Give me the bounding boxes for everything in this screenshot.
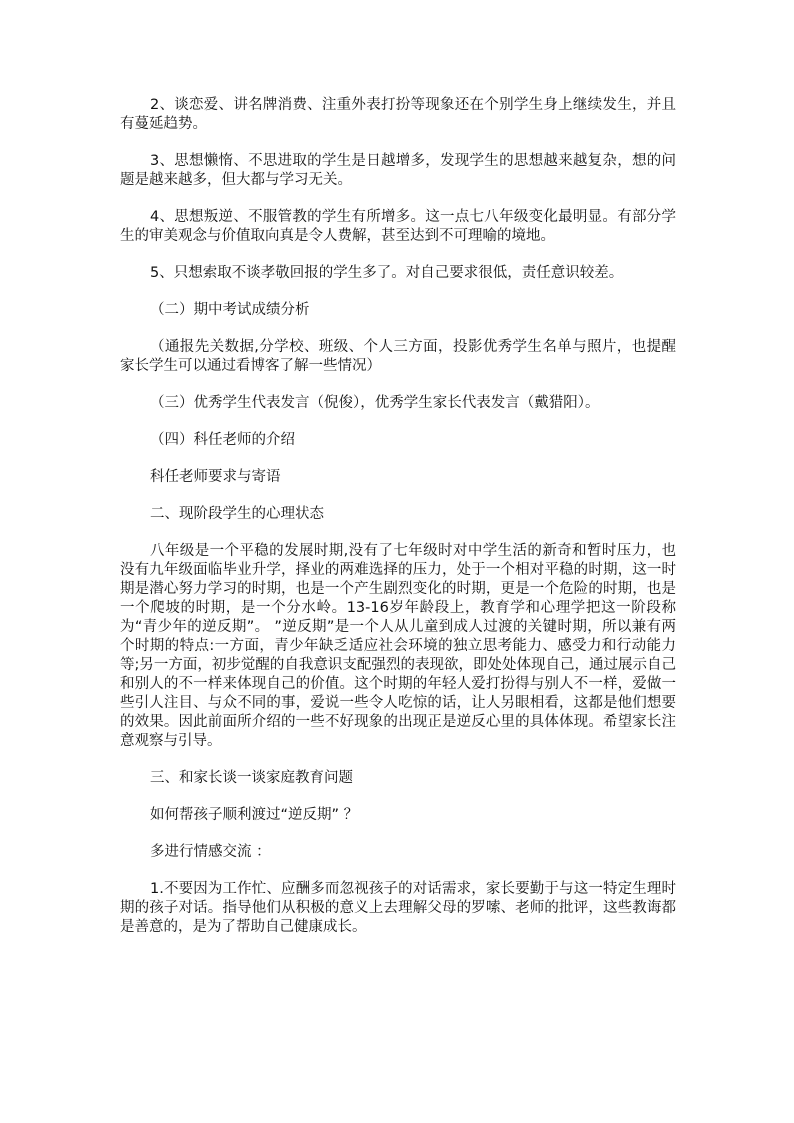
section-heading-psychology: 二、现阶段学生的心理状态: [150, 506, 324, 522]
section-heading-family-education: 三、和家长谈一谈家庭教育问题: [150, 770, 353, 786]
section-heading-speeches: （三）优秀学生代表发言（倪俊），优秀学生家长代表发言（戴猎阳）。: [150, 395, 600, 411]
psychology-body-paragraph: 八年级是一个平稳的发展时期,没有了七年级时对中学生活的新奇和暂时压力，也没有九年级面临毕业升学，择业的两难选择的压力，处于一个相对平稳的时期，这一时期是潜心努力学习的时期，也是一个产生剧烈变化的时期，更是一个危险的时期，也是一个爬坡的时期，是一个分水岭。13-16岁年龄段上，教育学和心理学把这一阶段称为“青少年的逆反期”。 ”逆反期”是一个人从儿童到成人过渡的关键时期，所以兼有两个时期的特点:一方面，青少年缺乏适应社会环境的独立思考能力、感受力和行动能力等;另一方面，初步觉醒的自我意识支配强烈的表现欲，即处处体现自己，通过展示自己和别人的不一样来体现自己的价值。这个时期的年轻人爱打扮得与别人不一样，爱做一些引人注目、与众不同的事，爱说一些令人吃惊的话，让人另眼相看，这都是他们想要的效果。因此前面所介绍的一些不好现象的出现正是逆反心里的具体体现。希望家长注意观察与引导。: [120, 543, 676, 749]
section-heading-exam-analysis: （二）期中考试成绩分析: [150, 302, 310, 318]
document-page: [120, 96, 676, 937]
paragraph-item-4: 4、思想叛逆、不服管教的学生有所增多。这一点七八年级变化最明显。有部分学生的审美观念与价值取向真是令人费解，甚至达到不可理喻的境地。: [120, 209, 676, 244]
emotional-communication-line: 多进行情感交流 ：: [150, 844, 271, 860]
paragraph-item-2: 2、谈恋爱、讲名牌消费、注重外表打扮等现象还在个别学生身上继续发生，并且有蔓延趋势。: [120, 97, 676, 132]
paragraph-item-5: 5、只想索取不谈孝敬回报的学生多了。对自己要求很低，责任意识较差。: [150, 265, 624, 281]
section-heading-teachers: （四）科任老师的介绍: [150, 432, 295, 448]
exam-analysis-note: （通报先关数据,分学校、班级、个人三方面，投影优秀学生名单与照片，也提醒家长学生可以通过看博客了解一些情况）: [120, 339, 676, 374]
paragraph-item-3: 3、思想懒惰、不思进取的学生是日越增多，发现学生的思想越来越复杂，想的问题是越来越多，但大都与学习无关。: [120, 153, 676, 188]
question-line: 如何帮孩子顺利渡过“逆反期” ？: [150, 807, 359, 823]
advice-item-1: 1.不要因为工作忙、应酬多而忽视孩子的对话需求，家长要勤于与这一特定生理时期的孩子对话。指导他们从积极的意义上去理解父母的罗嗦、老师的批评，这些教诲都是善意的，是为了帮助自己健康成长。: [120, 881, 676, 935]
teachers-requirements-line: 科任老师要求与寄语: [150, 469, 281, 485]
